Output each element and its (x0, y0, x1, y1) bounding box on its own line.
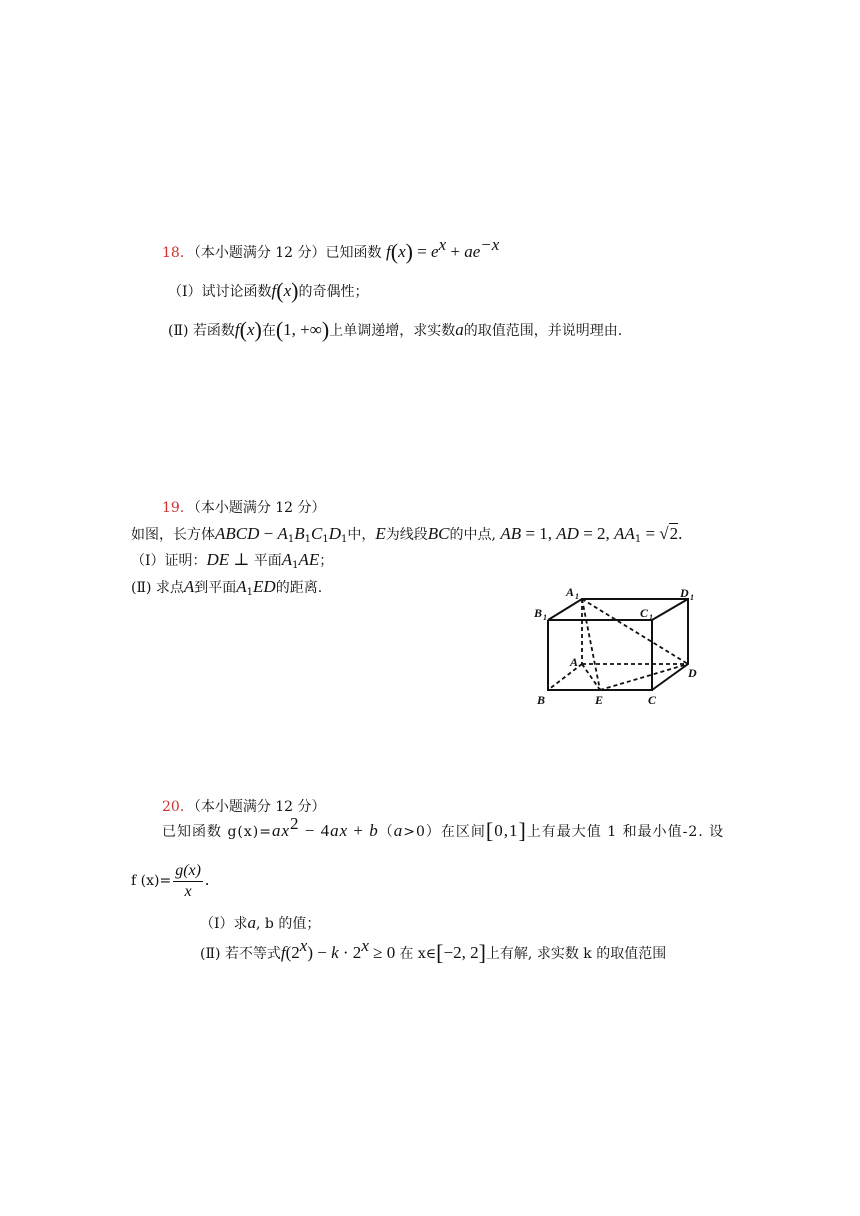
label-e: E (595, 693, 604, 707)
q19-intro: 如图，长方体ABCD − $A_1B_1C_1D_1$中，E为线段BC的中点, AB = 1, AD = 2, $AA_1 = √2$. (131, 524, 683, 545)
q19-part1: （Ⅰ）证明：DE ⊥ 平面$A_1AE$； (131, 550, 334, 571)
g-over-x-fraction: $\frac{g(x)}{x}$ (175, 861, 201, 900)
svg-text:1: 1 (690, 593, 694, 602)
label-a1: A (566, 585, 575, 599)
label-c: C (648, 693, 657, 707)
q20-header: 20．（本小题满分 12 分） (162, 799, 326, 815)
q18-part1: （Ⅰ）试讨论函数f(x)的奇偶性； (168, 278, 369, 303)
q20-number: 20 (162, 799, 180, 815)
svg-text:1: 1 (649, 613, 653, 622)
cuboid-figure (530, 584, 710, 709)
q19-header: 19．（本小题满分 12 分） (162, 500, 326, 516)
q18-header-text: （本小题满分 12 分）已知函数 (193, 245, 382, 261)
q20-part2: (Ⅱ) 若不等式$f(2^x) - k \cdot 2^x \ge 0$ 在 x∈[−2, 2]上有解, 求实数 k 的取值范围 (200, 936, 667, 965)
cuboid-solid-edges (548, 599, 688, 690)
q18-function: f (386, 242, 391, 261)
svg-text:1: 1 (575, 592, 579, 601)
cuboid-hidden-edges (548, 599, 688, 690)
label-a: A (570, 655, 579, 669)
q18-part2: (Ⅱ) 若函数f(x)在(1, +∞)上单调递增，求实数a的取值范围，并说明理由. (168, 317, 623, 342)
q19-part2: (Ⅱ) 求点A到平面$A_1ED$的距离. (131, 577, 323, 598)
q19-number: 19 (162, 500, 180, 516)
q20-line1: 已知函数 $g(x)=ax^2 - 4ax + b(a>0)$在区间[0,1]上有最大值 1 和最小值-2. 设 (162, 814, 725, 843)
q20-line2: f (x)= $\frac{g(x)}{x}$ . (131, 861, 210, 900)
label-b1: B (534, 606, 543, 620)
label-c1: C (640, 606, 649, 620)
q20-part1: （Ⅰ）求a, b 的值； (200, 913, 321, 932)
q18-number: 18 (162, 245, 180, 261)
label-d: D (688, 666, 697, 680)
svg-text:1: 1 (543, 613, 547, 622)
label-b: B (537, 693, 546, 707)
q18-header: 18．（本小题满分 12 分）已知函数 $f(x) = e^x + ae^{-x}$ (162, 235, 500, 264)
label-d1: D (680, 586, 689, 600)
